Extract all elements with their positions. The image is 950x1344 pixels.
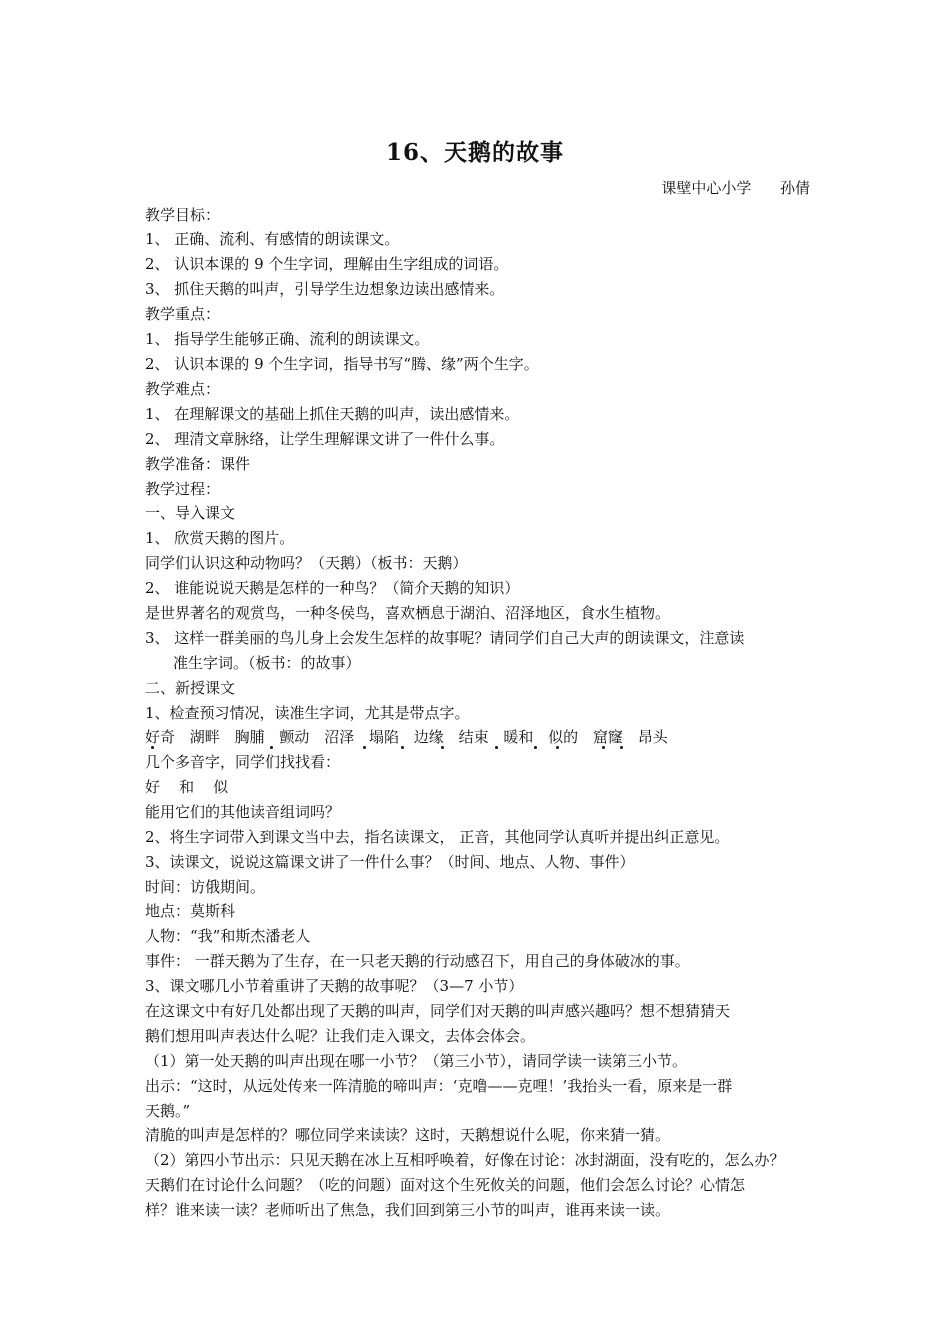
emphasis-dot [151,746,154,749]
text-line: 教学目标： [145,206,221,224]
text-line: 3、 抓住天鹅的叫声，引导学生边想象边读出感情来。 [145,280,505,298]
text-line: 教学重点： [145,305,221,323]
text-line: 教学过程： [145,480,221,498]
text-line: 是世界著名的观赏鸟，一种冬侯鸟，喜欢栖息于湖泊、沼泽地区，食水生植物。 [145,604,671,622]
text-line: 时间：访俄期间。 [145,878,266,896]
author-line: 课壁中心小学 孙倩 [661,179,810,197]
vocab-word: 胸脯 [234,728,265,746]
text-line: 二、新授课文 [145,679,236,697]
text-line: 3、读课文，说说这篇课文讲了一件什么事？（时间、地点、人物、事件） [145,853,635,871]
vocab-word: 窟窿 [592,728,623,746]
text-line: （2）第四小节出示：只见天鹅在冰上互相呼唤着，好像在讨论：冰封湖面，没有吃的，怎么办？ [145,1151,785,1169]
emphasis-dot [401,746,404,749]
vocab-word: 昂头 [637,728,668,746]
text-line: 2、 认识本课的 9 个生字词，理解由生字组成的词语。 [145,255,509,273]
document-title: 16、天鹅的故事 [385,139,564,166]
text-line: 1、 欣赏天鹅的图片。 [145,529,295,547]
vocab-word: 沼泽 [324,728,355,746]
emphasis-dot [363,746,366,749]
text-line: 天鹅。” [145,1102,191,1120]
text-line: 事件： 一群天鹅为了生存，在一只老天鹅的行动感召下，用自己的身体破冰的事。 [145,952,690,970]
text-line: 1、 正确、流利、有感情的朗读课文。 [145,230,400,248]
text-line: 能用它们的其他读音组词吗？ [145,803,341,821]
vocab-word: 边缘 [413,728,444,746]
text-line: 出示：“这时，从远处传来一阵清脆的啼叫声：‘克噜——克哩！’我抬头一看，原来是一群 [145,1077,733,1095]
text-line: 同学们认识这种动物吗？（天鹅）（板书：天鹅） [145,554,468,572]
emphasis-dot [556,746,559,749]
vocab-word: 湖畔 [189,728,220,746]
text-line: 2、 理清文章脉络，让学生理解课文讲了一件什么事。 [145,430,505,448]
emphasis-dot [620,746,623,749]
text-line: 教学准备：课件 [145,455,251,473]
vocab-word: 塌陷 [368,728,399,746]
text-line: 1、检查预习情况，读准生字词，尤其是带点字。 [145,704,470,722]
text-line: 2、 谁能说说天鹅是怎样的一种鸟？（简介天鹅的知识） [145,579,520,597]
text-line: 3、课文哪几小节着重讲了天鹅的故事呢？（3—7 小节） [145,977,524,995]
text-line: 人物：“我”和斯杰潘老人 [145,927,311,945]
emphasis-dot [441,746,444,749]
vocab-list [145,727,678,747]
text-line: 几个多音字，同学们找找看： [145,753,341,771]
text-line: 在这课文中有好几处都出现了天鹅的叫声，同学们对天鹅的叫声感兴趣吗？想不想猜猜天 [145,1002,731,1020]
vocab-word: 似的 [548,728,579,746]
text-line: 地点：莫斯科 [145,902,236,920]
text-line: 1、 指导学生能够正确、流利的朗读课文。 [145,330,430,348]
vocab-word: 颤动 [279,728,310,746]
emphasis-dot [270,746,273,749]
emphasis-dot [495,746,498,749]
emphasis-dot [602,746,605,749]
vocab-word: 暖和 [503,728,534,746]
text-line: 好 和 似 [145,778,229,796]
text-line: 准生字词。（板书：的故事） [173,654,361,672]
vocab-word: 结束 [458,728,489,746]
text-line: 1、 在理解课文的基础上抓住天鹅的叫声，读出感情来。 [145,405,520,423]
text-line: （1）第一处天鹅的叫声出现在哪一小节？（第三小节），请同学读一读第三小节。 [145,1052,688,1070]
text-line: 天鹅们在讨论什么问题？（吃的问题）面对这个生死攸关的问题，他们会怎么讨论？心情怎 [145,1176,746,1194]
text-line: 2、 认识本课的 9 个生字词，指导书写“腾、缘”两个生字。 [145,355,539,373]
text-line: 清脆的叫声是怎样的？哪位同学来读读？这时，天鹅想说什么呢，你来猜一猜。 [145,1126,671,1144]
text-line: 样？谁来读一读？老师听出了焦急，我们回到第三小节的叫声，谁再来读一读。 [145,1201,671,1219]
vocab-word: 好奇 [145,728,176,746]
text-line: 教学难点： [145,380,221,398]
text-line: 一、导入课文 [145,504,236,522]
text-line: 3、 这样一群美丽的鸟儿身上会发生怎样的故事呢？请同学们自己大声的朗读课文，注意读 [145,629,745,647]
emphasis-dot [534,746,537,749]
text-line: 鹅们想用叫声表达什么呢？让我们走入课文，去体会体会。 [145,1027,536,1045]
text-line: 2、将生字词带入到课文当中去，指名读课文， 正音，其他同学认真听并提出纠正意见。 [145,828,730,846]
